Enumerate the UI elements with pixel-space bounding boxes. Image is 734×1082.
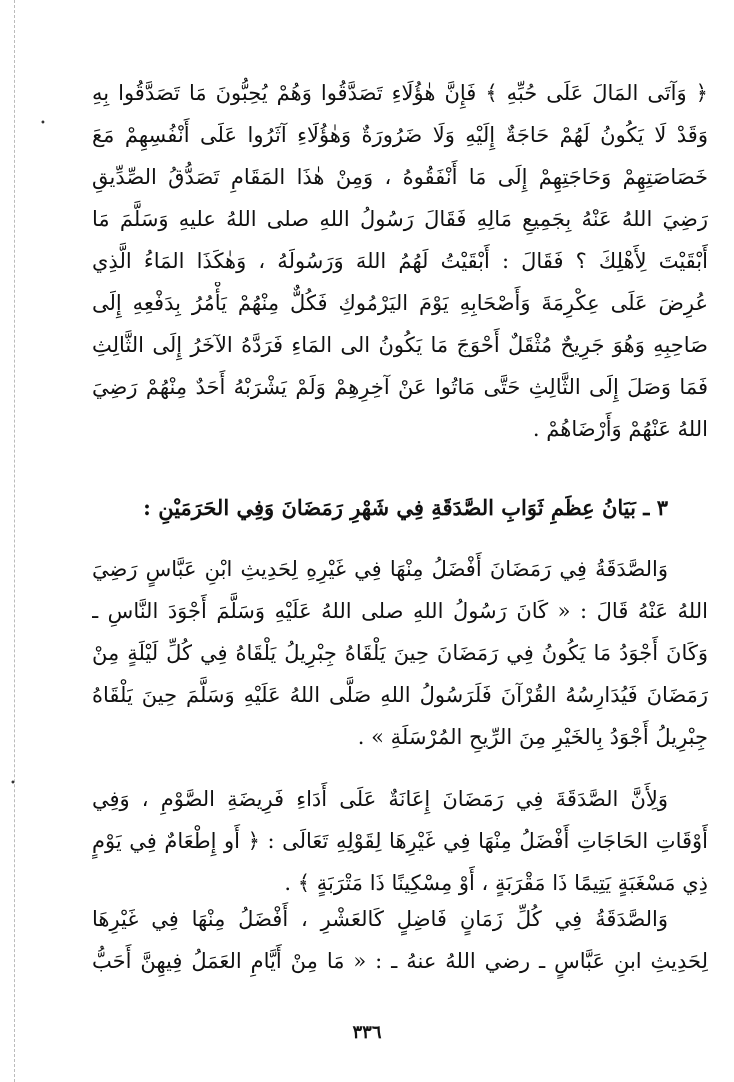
text-line: خَصَاصَتِهِمْ وَحَاجَتِهِمْ إِلَى مَا أَنْفَقُوهُ ، وَمِنْ هٰذَا المَقَامِ تَصَدُّقُ الصِّدِّيقِ xyxy=(92,165,708,189)
paragraph-2 xyxy=(92,548,708,758)
text-line: اللهُ عَنْهُ قَالَ : « كَانَ رَسُولُ اللهِ صلى اللهُ عَلَيْهِ وَسَلَّمَ أَجْوَدَ النَّاسِ ـ xyxy=(92,599,708,623)
text-line: لِحَدِيثِ ابنِ عَبَّاسٍ ـ رضي اللهُ عنهُ ـ : « مَا مِنْ أَيَّامِ العَمَلُ فِيهِنَّ أَحَبُّ xyxy=(92,949,708,973)
page-number: ٣٣٦ xyxy=(352,1022,382,1043)
text-line: وَكَانَ أَجْوَدُ مَا يَكُونُ فِي رَمَضَانَ حِينَ يَلْقَاهُ جِبْرِيلُ يَلْقَاهُ فِي كُلِّ لَيْلَةٍ مِنْ xyxy=(92,641,708,665)
text-line: وَلِأَنَّ الصَّدَقَةَ فِي رَمَضَانَ إِعَانَةٌ عَلَى أَدَاءِ فَرِيضَةِ الصَّوْمِ ، وَفِي xyxy=(92,787,668,811)
text-line: ذِي مَسْغَبَةٍ يَتِيمًا ذَا مَقْرَبَةٍ ، أَوْ مِسْكِينًا ذَا مَتْرَبَةٍ ﴾ . xyxy=(284,871,708,895)
section-heading xyxy=(92,490,708,526)
text-line: وَقَدْ لَا يَكُونُ لَهُمْ حَاجَةٌ إِلَيْهِ وَلَا ضَرُورَةٌ وَهٰؤُلَاءِ آثَرُوا عَلَى أَنْفُسِهِمْ مَعَ xyxy=(92,123,708,147)
paragraph-3 xyxy=(92,778,708,904)
text-line: ﴿ وَآتَى المَالَ عَلَى حُبِّهِ ﴾ فَإِنَّ هٰؤُلَاءِ تَصَدَّقُوا وَهُمْ يُحِبُّونَ مَا تَصَدَّقُوا بِهِ xyxy=(92,81,708,105)
text-line: فَمَا وَصَلَ إِلَى الثَّالِثِ حَتَّى مَاتُوا عَنْ آخِرِهِمْ وَلَمْ يَشْرَبْهُ أَحَدٌ مِنْهُمْ رَضِيَ xyxy=(92,375,708,399)
text-line: أَوْقَاتِ الحَاجَاتِ أَفْضَلُ مِنْهَا فِي غَيْرِهَا لِقَوْلِهِ تَعَالَى : ﴿ أَو إِطْعَامٌ فِي يَوْمٍ xyxy=(92,829,708,853)
scan-speck: • xyxy=(40,118,46,129)
text-line: وَالصَّدَقَةُ فِي كُلِّ زَمَانٍ فَاضِلٍ كَالعَشْرِ ، أَفْضَلُ مِنْهَا فِي غَيْرِهَا xyxy=(92,907,668,931)
text-line: اللهُ عَنْهُمْ وَأَرْضَاهُمْ . xyxy=(532,417,708,441)
text-line: صَاحِبِهِ وَهُوَ جَرِيحٌ مُثْقَلٌ أَحْوَجَ مَا يَكُونُ الى المَاءِ فَرَدَّهُ الآخَرُ إِلَى الثَّالِثِ xyxy=(92,333,708,357)
text-line: رَضِيَ اللهُ عَنْهُ بِجَمِيعِ مَالِهِ فَقَالَ رَسُولُ اللهِ صلى اللهُ عليهِ وَسَلَّمَ مَا xyxy=(92,207,708,231)
scan-speck: • xyxy=(10,778,16,789)
text-line: عُرِضَ عَلَى عِكْرِمَةَ وَأَصْحَابِهِ يَوْمَ اليَرْمُوكِ فَكُلٌّ مِنْهُمْ يَأْمُرُ بِدَفْعِهِ إِلَى xyxy=(92,291,708,315)
section-heading-text: ٣ ـ بَيَانُ عِظَمِ ثَوَابِ الصَّدَقَةِ فِي شَهْرِ رَمَضَانَ وَفِي الحَرَمَيْنِ : xyxy=(143,495,668,520)
text-line: وَالصَّدَقَةُ فِي رَمَضَانَ أَفْضَلُ مِنْهَا فِي غَيْرِهِ لِحَدِيثِ ابْنِ عَبَّاسٍ رَضِيَ xyxy=(92,557,668,581)
scan-margin-line xyxy=(14,0,15,1082)
text-line: أَبْقَيْتَ لِأَهْلِكَ ؟ فَقَالَ : أَبْقَيْتُ لَهُمُ اللهَ وَرَسُولَهُ ، وَهٰكَذَا المَاءُ الَّذِي xyxy=(92,249,708,273)
text-line: جِبْرِيلُ أَجْوَدُ بِالخَيْرِ مِنَ الرِّيحِ المُرْسَلَةِ » . xyxy=(357,725,708,749)
paragraph-4 xyxy=(92,898,708,982)
text-line: رَمَضَانَ فَيُدَارِسُهُ القُرْآنَ فَلَرَسُولُ اللهِ صَلَّى اللهُ عَلَيْهِ وَسَلَّمَ حِينَ يَلْقَاهُ xyxy=(92,683,708,707)
paragraph-1 xyxy=(92,72,708,450)
